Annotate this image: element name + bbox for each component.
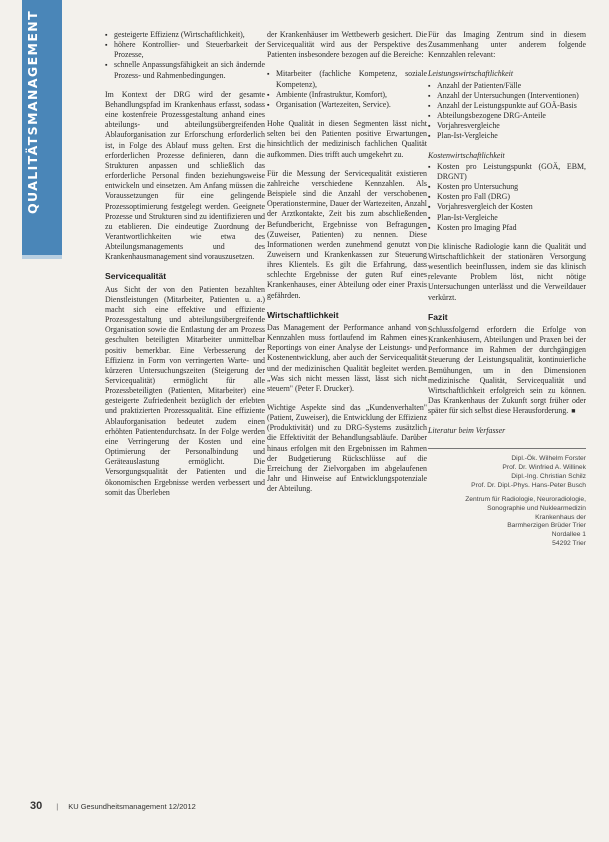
paragraph: Für die Messung der Servicequalität existieren zahlreiche verschiedene Kennzahlen. Als Beispiele sind die Anzahl der verschobenen Operationstermine, Dauer der Wartezeiten, Anzahl der Arztkontakte, Zeit bis zum abschließenden Befundbericht, Ergebnisse von Befragungen (Zuweiser, Patienten) zu nennen. Diese Informationen werden zunehmend genutzt von Zuweisern und Krankenkassen zur Steuerung ihres Klientels. Es gilt die Erfahrung, dass schlechte Ergebnisse der guten Ruf eines Krankenhauses, einer Abteilung oder einer Praxis gefährden.: [267, 168, 427, 300]
author-name: Prof. Dr. Dipl.-Phys. Hans-Peter Busch: [471, 481, 586, 489]
list-item: ▪ Anzahl der Patienten/Fälle: [428, 81, 586, 91]
list-item: ▪ gesteigerte Effizienz (Wirtschaftlichkeit),: [105, 30, 265, 40]
list-item: ▪ Vorjahresvergleiche: [428, 121, 586, 131]
list-item: ▪ Ambiente (Infrastruktur, Komfort),: [267, 90, 427, 100]
paragraph: [428, 325, 586, 416]
list-item: ▪ Mitarbeiter (fachliche Kompetenz, soziale Kompetenz),: [267, 69, 427, 89]
address-line: Zentrum für Radiologie, Neuroradiologie,: [465, 496, 586, 504]
author-name: Dipl.-Ök. Wilhelm Forster: [511, 455, 586, 463]
section-heading-fazit: Fazit: [428, 311, 448, 322]
list-item: ▪ Plan-Ist-Vergleiche: [428, 213, 586, 223]
paragraph: Für das Imaging Zentrum sind in diesem Zusammenhang unter anderem folgende Kennzahlen relevant:: [428, 30, 586, 60]
column-1: [105, 30, 265, 507]
paragraph: der Krankenhäuser im Wettbewerb gesichert. Die Servicequalität wird aus der Perspektive des Patienten insbesondere bezogen auf die Bereiche:: [267, 30, 427, 60]
page-footer: [30, 800, 590, 812]
paragraph: Hohe Qualität in diesen Segmenten lässt nicht selten bei den Patienten positive Erwartungen hinsichtlich der medizinisch fachlichen Qualität aufkommen. Dies trifft auch umgekehrt zu.: [267, 119, 427, 159]
end-mark-icon: ■: [571, 407, 576, 416]
author-name: Dipl.-Ing. Christian Schilz: [511, 472, 586, 480]
column-2: [267, 30, 427, 503]
list-item: ▪ Plan-Ist-Vergleiche: [428, 131, 586, 141]
author-names: [428, 455, 586, 490]
list-item: ▪ Kosten pro Imaging Pfad: [428, 223, 586, 233]
list-item: ▪ höhere Kontrollier- und Steuerbarkeit der Prozesse,: [105, 40, 265, 60]
institution-address: [428, 496, 586, 548]
author-block: [428, 448, 586, 548]
list-item: ▪ Kosten pro Leistungspunkt (GOÄ, EBM, DRGNT): [428, 162, 586, 182]
address-line: Barmherzigen Brüder Trier: [507, 522, 586, 530]
list-item: ▪ Vorjahresvergleich der Kosten: [428, 202, 586, 212]
paragraph-text: Schlussfolgernd erfordern die Erfolge von Krankenhäusern, Abteilungen und Praxen bei der Performance im Rahmen der durchgängigen Steuerung der Leistungsqualität, kontinuierliche Bemühungen, um in den Dimensionen medizinische Qualität, Servicequalität und Wirtschaftlichkeit erfolgreich sein zu können. Das Krankenhaus der Zukunft sorgt früher oder später für sich selbst diese Herausforderung.: [428, 324, 586, 416]
kpi-list-costs: [428, 162, 586, 233]
address-line: 54292 Trier: [552, 539, 586, 547]
list-item: ▪ Abteilungsbezogene DRG-Anteile: [428, 111, 586, 121]
paragraph: Wichtige Aspekte sind das „Kundenverhalten" (Patient, Zuweiser), die Entwicklung der Effizienz (Produktivität) und zu DRG-Systems zusätzlich die Effektivität der Behandlungsabläufe. Darüber hinaus erfolgen mit den Ergebnissen im Rahmen der Budgetierung Rückschlüsse auf die Erreichung der Zielvorgaben im abgelaufenen Jahr und Hinweise auf Entwicklungspotenziale der Abteilung.: [267, 403, 427, 494]
paragraph: Im Kontext der DRG wird der gesamte Behandlungspfad im Krankenhaus erfasst, sodass eine kostenfreie Prozessgestaltung anhand eines abteilungs- und abteilungsübergreifenden Ablauforganisation zur Erforschung erforderlich ist, in Folge des Ablauf muss gelten. Erst die erforderlichen Prozesse definieren, dann die Strukturen anpassen und schließlich das erforderliche Personal finden beziehungsweise entwickeln und einsetzen. Am Anfang müssen die Voraussetzungen für eine gelingende Prozessoptimierung festgelegt werden. Geeignete Prozesse und Strukturen sind zu identifizieren und zu etablieren. Die eindeutige Zuordnung der Verantwortlichkeiten wie etwa des Abteilungsmanagements und des Krankenhausmanagement sind vorauszusetzen.: [105, 89, 265, 262]
paragraph: Das Management der Performance anhand von Kennzahlen muss fortlaufend im Rahmen eines Reportings von einer Analyse der Leistungs- und Kostenentwicklung, aber auch der Servicequalität und der medizinischen Qualität begleitet werden. „Was sich nicht messen lässt, lässt sich nicht steuern" (Peter F. Drucker).: [267, 322, 427, 393]
benefit-list: [105, 30, 265, 81]
paragraph: Die klinische Radiologie kann die Qualität und Wirtschaftlichkeit der stationären Versorgung wesentlich beeinflussen, indem sie das klinisch relevante Problem löst, nicht nötige Untersuchungen unterlässt und die Verweildauer verkürzt.: [428, 241, 586, 302]
paragraph: Aus Sicht der von den Patienten bezahlten Dienstleistungen (Mitarbeiter, Patienten u. a.) macht sich eine effektive und effiziente Prozessgestaltung und abteilungsübergreifende Organisation sowie die Entlastung der am Prozess geschulten beteiligten Mitarbeiter unmittelbar positiv bemerkbar. Eine Verbesserung der Effizienz in Form von verringerten Warte- und kürzeren Untersuchungszeiten (Steigerung der Servicequalität) ermöglicht für alle Prozessbeteiligten (Patienten, Mitarbeiter) eine gesteigerte Zufriedenheit bezüglich der erlebten und praktizierten Prozessqualität. Eine effiziente Ablauforganisation bedeutet zudem einen erhöhten Patientendurchsatz. In der Folge werden eine Verringerung der Kosten und eine Optimierung der Personalbindung und Geräteauslastung ermöglicht. Die Versorgungsqualität der Patienten und die ökonomischen Ergebnisse werden verbessert und somit das Überleben: [105, 284, 265, 497]
section-heading-servicequalitaet: Servicequalität: [105, 271, 167, 282]
section-title: QUALITÄTSMANAGEMENT: [25, 9, 40, 214]
kpi-list-performance: [428, 81, 586, 142]
page-number: 30: [30, 800, 43, 812]
publication-name: KU Gesundheitsmanagement 12/2012: [68, 802, 196, 811]
list-item: ▪ Organisation (Wartezeiten, Service).: [267, 100, 427, 110]
address-line: Krankenhaus der: [535, 513, 586, 521]
author-name: Prof. Dr. Winfried A. Willinek: [502, 464, 586, 472]
list-item: ▪ Anzahl der Untersuchungen (Interventionen): [428, 91, 586, 101]
list-item: ▪ schnelle Anpassungsfähigkeit an sich ändernde Prozess- und Rahmenbedingungen.: [105, 60, 265, 80]
literature-note: Literatur beim Verfasser: [428, 426, 506, 436]
subheading-kostenwirtschaftlichkeit: Kostenwirtschaftlichkeit: [428, 150, 505, 160]
address-line: Sonographie und Nuklearmedizin: [487, 504, 586, 512]
section-heading-wirtschaftlichkeit: Wirtschaftlichkeit: [267, 309, 339, 320]
list-item: ▪ Anzahl der Leistungspunkte auf GOÄ-Basis: [428, 101, 586, 111]
column-3: [428, 30, 586, 549]
area-list: [267, 69, 427, 110]
list-item: ▪ Kosten pro Untersuchung: [428, 182, 586, 192]
footer-separator: |: [56, 802, 59, 811]
section-sidebar: [22, 0, 62, 259]
list-item: ▪ Kosten pro Fall (DRG): [428, 192, 586, 202]
address-line: Nordallee 1: [551, 531, 586, 539]
subheading-leistungswirtschaftlichkeit: Leistungswirtschaftlichkeit: [428, 69, 514, 79]
